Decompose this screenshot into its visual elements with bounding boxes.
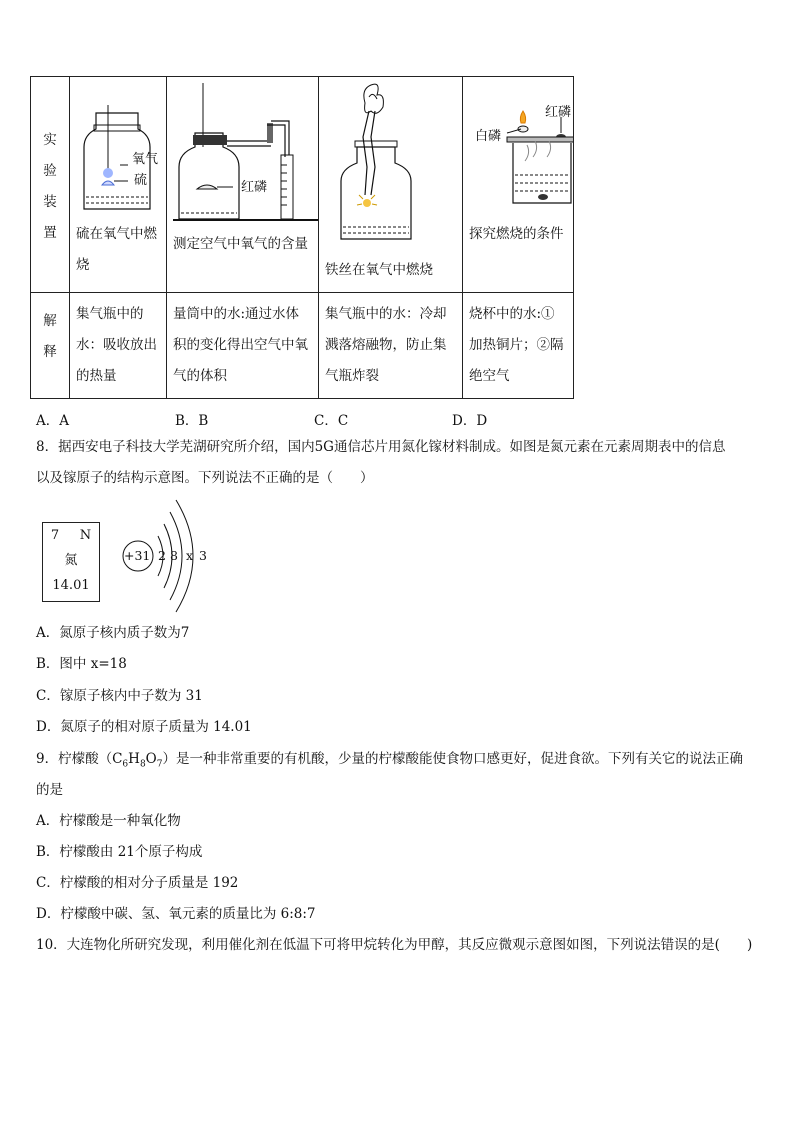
- header-char: 置: [43, 225, 57, 241]
- q8-option-c[interactable]: C．镓原子核内中子数为 31: [36, 688, 203, 704]
- q9-stem-line2: 的是: [36, 782, 63, 798]
- element-symbol: N: [79, 528, 92, 543]
- explanation-iron-wire: 集气瓶中的水：冷却溅落熔融物，防止集气瓶炸裂: [319, 293, 463, 399]
- caption-air-oxygen: 测定空气中氧气的含量: [173, 236, 308, 252]
- row-header-explanation: [31, 293, 70, 399]
- apparatus-cell-iron: [319, 77, 463, 293]
- q8-stem-line1: 8．据西安电子科技大学芜湖研究所介绍，国内5G通信芯片用氮化镓材料制成。如图是氮元素在元素周期表中的信息: [36, 439, 726, 455]
- q7-option-b[interactable]: B．B: [175, 413, 209, 429]
- header-char: 解: [43, 313, 57, 329]
- atomic-mass: 14.01: [52, 578, 90, 593]
- row-header-apparatus: [31, 77, 70, 293]
- sulfur-apparatus-diagram: [70, 77, 166, 217]
- iron-wire-apparatus-diagram: [319, 77, 462, 247]
- q10-stem: 10．大连物化所研究发现，利用催化剂在低温下可将甲烷转化为甲醇，其反应微观示意图如图，下列说法错误的是( ): [36, 937, 753, 953]
- shell-4: 3: [199, 548, 207, 563]
- shell-3: x: [186, 548, 194, 563]
- q7-option-a[interactable]: A．A: [36, 413, 69, 429]
- label-red-phosphorus-2: 红磷: [545, 105, 572, 120]
- q9-option-a[interactable]: A．柠檬酸是一种氧化物: [36, 813, 181, 829]
- explanation-combustion: 烧杯中的水:①加热铜片；②隔绝空气: [463, 293, 574, 399]
- nucleus-charge: +31: [124, 548, 151, 563]
- explanation-air-oxygen: 量筒中的水:通过水体积的变化得出空气中氧气的体积: [167, 293, 319, 399]
- q7-option-c[interactable]: C．C: [314, 413, 349, 429]
- label-red-phosphorus: 红磷: [241, 180, 268, 195]
- shell-1: 2: [158, 548, 166, 563]
- q9-option-d[interactable]: D．柠檬酸中碳、氢、氧元素的质量比为 6:8:7: [36, 906, 316, 922]
- apparatus-cell-sulfur: [70, 77, 167, 293]
- caption-sulfur: 硫在氧气中燃烧: [76, 226, 157, 273]
- q8-option-b[interactable]: B．图中 x=18: [36, 656, 127, 672]
- q7-option-d[interactable]: D．D: [452, 413, 488, 429]
- label-white-phosphorus: 白磷: [475, 129, 502, 144]
- experiment-table: [30, 76, 574, 399]
- apparatus-cell-combustion: [463, 77, 574, 293]
- label-oxygen: 氧气: [132, 152, 159, 167]
- q8-option-d[interactable]: D．氮原子的相对原子质量为 14.01: [36, 719, 252, 735]
- shell-2: 8: [170, 548, 178, 563]
- header-char: 装: [43, 194, 57, 210]
- header-char: 验: [43, 163, 57, 179]
- q9-option-c[interactable]: C．柠檬酸的相对分子质量是 192: [36, 875, 239, 891]
- q8-option-a[interactable]: A．氮原子核内质子数为7: [36, 625, 190, 641]
- q9-stem-line1: 9．柠檬酸$(C_6H_8O_7)$是一种非常重要的有机酸，少量的柠檬酸能使食物口感更好，促进食欲。下列有关它的说法正确: [36, 751, 743, 770]
- atomic-number: 7: [50, 528, 60, 543]
- element-card-nitrogen: [42, 522, 100, 602]
- air-oxygen-apparatus-diagram: [167, 77, 318, 227]
- caption-combustion: 探究燃烧的条件: [469, 226, 564, 242]
- explanation-sulfur: 集气瓶中的水：吸收放出的热量: [70, 293, 167, 399]
- q8-stem-line2: 以及镓原子的结构示意图。下列说法不正确的是（ ）: [36, 470, 374, 486]
- apparatus-cell-air: [167, 77, 319, 293]
- header-char: 释: [43, 344, 57, 360]
- caption-iron-wire: 铁丝在氧气中燃烧: [325, 262, 433, 278]
- q9-option-b[interactable]: B．柠檬酸由 21个原子构成: [36, 844, 203, 860]
- element-name: 氮: [64, 553, 78, 568]
- header-char: 实: [43, 132, 57, 148]
- combustion-apparatus-diagram: [463, 77, 573, 217]
- label-sulfur: 硫: [134, 173, 148, 188]
